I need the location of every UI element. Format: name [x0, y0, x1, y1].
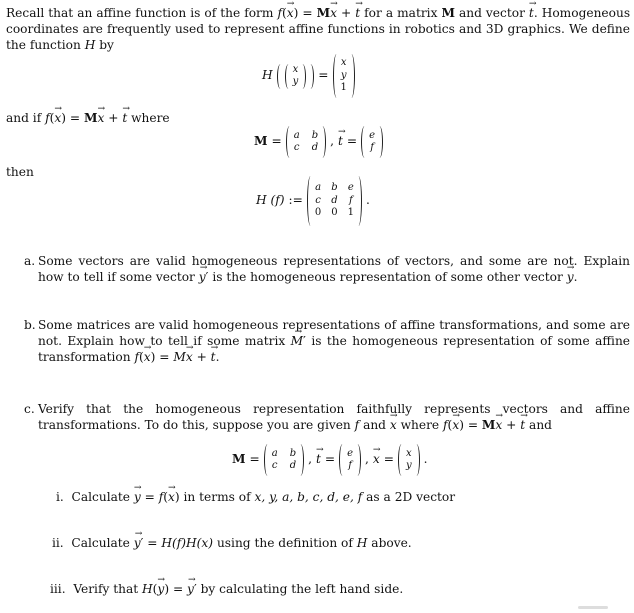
defined-as: :=	[288, 193, 303, 208]
qc-text-1: Verify that the homogeneous representation faithfully represents vectors and affine transformations. To do this, suppose you are given	[38, 402, 630, 432]
math-vec-y-prime	[199, 270, 209, 286]
qiii-label: iii.	[50, 582, 66, 596]
math-vec-t: t →	[520, 418, 525, 434]
paren: )	[293, 6, 299, 20]
entry: y	[405, 460, 412, 471]
entry: y	[292, 76, 299, 87]
math-M: M	[254, 134, 268, 149]
equals: =	[324, 452, 336, 467]
entry: d	[289, 460, 297, 471]
scroll-indicator	[578, 606, 608, 609]
right-paren	[355, 176, 362, 226]
entry: e	[347, 182, 354, 194]
math-vec-x: x →	[373, 452, 380, 468]
intro-text-1: Recall that an affine function is of the form	[6, 6, 274, 20]
math-vec-x: x →	[54, 111, 61, 127]
where-text: where	[131, 111, 170, 125]
equals: =	[318, 68, 329, 83]
equals: =	[147, 536, 158, 550]
equals: =	[302, 6, 313, 20]
math-M: M	[316, 6, 331, 20]
entry: f	[348, 194, 353, 206]
y: y	[198, 269, 206, 284]
left-paren	[286, 126, 293, 158]
matrix-H-entries	[315, 176, 354, 226]
entry: y	[340, 69, 347, 81]
entry: c	[315, 194, 321, 206]
qc-text-2: and	[363, 417, 386, 432]
question-iii	[50, 582, 403, 598]
y: y	[187, 582, 194, 596]
math-M-italic: M	[173, 349, 186, 364]
paren: )	[164, 582, 170, 596]
math-vec-x: x →	[390, 418, 397, 434]
right-paren	[297, 444, 304, 476]
equals: =	[467, 417, 479, 432]
paren: (	[49, 111, 55, 125]
qa-text-1: Some vectors are valid homogeneous representations of vectors, and some are not. Explain how to tell if some vector	[38, 254, 630, 284]
entry: a	[315, 182, 322, 194]
equals: =	[383, 452, 394, 467]
plus: +	[108, 111, 119, 125]
right-paren	[348, 54, 355, 98]
question-b-text	[38, 318, 630, 366]
intro-text-2: for a matrix	[364, 6, 438, 20]
left-paren	[264, 444, 271, 476]
vector-t	[361, 126, 383, 158]
math-vec-t: t →	[211, 350, 216, 366]
math-H: H	[142, 582, 153, 596]
intro-paragraph	[6, 6, 630, 54]
math-vec-x: x →	[330, 6, 337, 22]
qb-text-1: Some matrices are valid homogeneous representations of affine transformations, and some are not. Explain how to tell if some matrix	[38, 318, 630, 348]
paren: (	[447, 417, 453, 432]
math-vec-x: x →	[452, 418, 459, 434]
math-vec-x: x →	[287, 6, 294, 22]
entry: x	[340, 57, 347, 69]
qiii-text-2: by calculating the left hand side.	[200, 582, 404, 596]
paren: )	[174, 490, 180, 504]
qi-text-3: as a 2D vector	[366, 490, 456, 504]
comma: ,	[330, 134, 334, 149]
vector-xy1	[333, 54, 355, 98]
right-paren	[299, 64, 306, 89]
then-label: then	[6, 165, 34, 179]
intro-text-4: . Homogeneous coordinates are frequently used to represent affine functions in robotics and 3D graphics. We define the function	[6, 6, 631, 52]
math-f: f	[443, 417, 448, 432]
math-H: H	[84, 37, 96, 52]
math-f: f	[134, 349, 139, 364]
period: .	[573, 269, 578, 284]
and-if-line	[6, 111, 170, 127]
qc-text-3: where	[400, 417, 440, 432]
comma: ,	[308, 452, 312, 467]
matrix-M	[286, 126, 326, 158]
entry: c	[293, 142, 300, 153]
entry: 1	[347, 207, 355, 219]
paren: )	[150, 349, 156, 364]
prime: ′	[193, 582, 197, 596]
question-i	[56, 490, 455, 506]
entry: f	[348, 460, 352, 471]
entry: b	[311, 129, 319, 141]
math-f: f	[158, 490, 164, 504]
prime: ′	[140, 536, 144, 550]
math-vec-t: t →	[122, 111, 127, 127]
entry: 0	[314, 207, 322, 219]
qa-text-2: is the homogeneous representation of some other vector	[212, 269, 563, 284]
math-vec-y-prime	[187, 582, 197, 598]
qiii-text-1: Verify that	[73, 582, 139, 596]
qi-text-2: in terms of	[183, 490, 251, 504]
left-paren	[277, 64, 284, 89]
entry: x	[292, 63, 299, 75]
left-paren	[307, 176, 314, 226]
math-vec-t: t →	[338, 134, 343, 150]
entry: 0	[331, 207, 338, 219]
equals: =	[249, 452, 260, 467]
question-c-text	[38, 402, 630, 434]
entry: e	[347, 447, 354, 459]
entry: d	[331, 194, 338, 206]
math-vec-x: x →	[495, 418, 502, 434]
math-vec-x: x →	[97, 111, 104, 127]
vector-x-c	[398, 444, 420, 476]
math-H-of-f: H (f)	[256, 193, 285, 208]
vector-xy-entries	[293, 64, 299, 89]
left-paren	[333, 54, 340, 98]
left-paren	[285, 64, 292, 89]
math-vec-y: y →	[157, 582, 164, 598]
comma: ,	[365, 452, 369, 467]
equation-H-of-f	[256, 176, 370, 226]
outer-paren	[277, 64, 315, 89]
period: .	[423, 452, 428, 467]
intro-text-3: and vector	[458, 6, 525, 20]
plus: +	[341, 6, 352, 20]
matrix-M-c-entries	[272, 444, 296, 476]
paren: (	[138, 349, 144, 364]
equals: =	[172, 582, 184, 596]
math-f: f	[45, 111, 50, 125]
y: y	[133, 536, 141, 550]
math-M: M	[83, 111, 98, 125]
paren: (	[281, 6, 287, 20]
qii-text-2: using the definition of	[216, 536, 353, 550]
entry: a	[293, 129, 300, 141]
equation-c-given	[232, 444, 428, 476]
math-vec-t: t →	[529, 6, 534, 22]
math-M: M	[441, 6, 455, 20]
equals: =	[69, 111, 81, 125]
entry: c	[271, 460, 278, 471]
question-a-label: a.	[24, 254, 36, 268]
right-paren	[307, 64, 314, 89]
qb-text-2: is the homogeneous representation of some affine transformation	[38, 333, 631, 364]
prime: ′	[205, 269, 209, 284]
equals: =	[144, 490, 155, 504]
vector-xy	[285, 64, 307, 89]
question-a-text	[38, 254, 630, 286]
entry: e	[369, 129, 376, 141]
math-vec-y-prime	[134, 536, 144, 552]
math-M: M	[481, 417, 496, 432]
equals: =	[159, 349, 170, 364]
math-f: f	[354, 417, 360, 432]
qii-expression: H(f)H(x)	[161, 536, 214, 550]
entry: f	[370, 142, 374, 153]
math-vec-M-prime	[291, 334, 306, 350]
math-M: M	[232, 452, 246, 467]
entry: d	[311, 142, 319, 153]
prime: ′	[303, 333, 306, 348]
qi-variables: x, y, a, b, c, d, e, f	[254, 490, 363, 504]
qii-label: ii.	[52, 536, 64, 550]
math-f: f	[277, 6, 282, 20]
period: .	[215, 349, 220, 364]
math-vec-t: t →	[355, 6, 360, 22]
math-vec-x: x →	[168, 490, 175, 506]
left-paren	[339, 444, 346, 476]
intro-text-5: by	[99, 37, 114, 52]
plus: +	[506, 417, 517, 432]
question-c-label: c.	[24, 402, 35, 416]
entry: 1	[340, 82, 347, 94]
qc-text-4: and	[529, 417, 552, 432]
M: M	[290, 333, 304, 348]
vector-t-c-entries	[347, 444, 353, 476]
matrix-M-c	[264, 444, 304, 476]
vector-t-c	[339, 444, 361, 476]
left-paren	[361, 126, 368, 158]
and-if-text: and if	[6, 111, 42, 125]
equation-M-t	[254, 126, 383, 158]
question-b-label: b.	[24, 318, 36, 332]
left-paren	[398, 444, 405, 476]
plus: +	[196, 349, 207, 364]
equals: =	[271, 134, 282, 149]
equals: =	[346, 134, 358, 149]
entry: x	[405, 447, 412, 459]
math-H: H	[356, 536, 368, 550]
entry: a	[271, 447, 278, 459]
matrix-M-entries	[294, 126, 318, 158]
math-vec-x: x →	[186, 350, 193, 366]
entry: b	[289, 447, 297, 459]
entry: b	[331, 182, 338, 194]
math-vec-x: x →	[144, 350, 151, 366]
period: .	[366, 193, 370, 208]
question-ii	[52, 536, 412, 552]
math-H: H	[262, 68, 273, 83]
right-paren	[319, 126, 326, 158]
matrix-H	[307, 176, 362, 226]
paren: )	[61, 111, 66, 125]
qii-text-3: above.	[371, 536, 412, 550]
qi-text-1: Calculate	[71, 490, 130, 504]
paren: )	[459, 417, 464, 432]
paren: (	[152, 582, 158, 596]
equation-H-definition	[262, 54, 355, 98]
qii-text-1: Calculate	[71, 536, 130, 550]
right-paren	[413, 444, 420, 476]
right-paren	[376, 126, 383, 158]
qi-label: i.	[56, 490, 64, 504]
vector-xy1-entries	[341, 54, 347, 98]
math-vec-y: y →	[134, 490, 141, 506]
right-paren	[354, 444, 361, 476]
vector-t-entries	[369, 126, 375, 158]
math-vec-t: t →	[316, 452, 321, 468]
vector-x-c-entries	[406, 444, 412, 476]
paren: (	[163, 490, 168, 504]
math-vec-y: y →	[567, 270, 574, 286]
